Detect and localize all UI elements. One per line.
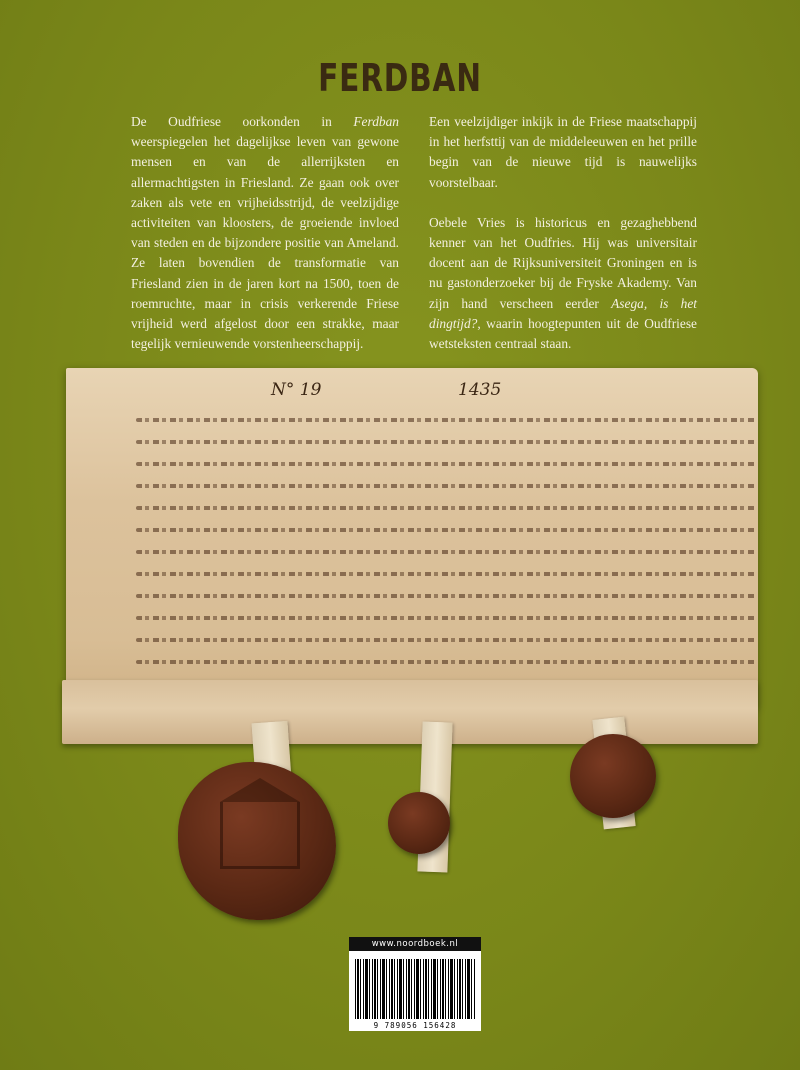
- seal-building-icon: [220, 802, 300, 869]
- wax-seal-right: [570, 734, 656, 818]
- description-left-column: [131, 112, 399, 374]
- book-title: FERDBAN: [318, 56, 482, 100]
- handwritten-text: [136, 408, 756, 694]
- charter-number: N° 19: [271, 380, 322, 400]
- book-title-italic: Ferdban: [353, 114, 399, 129]
- parchment-fold: [62, 680, 758, 744]
- parchment-sheet: [66, 368, 758, 708]
- charter-year: 1435: [458, 380, 502, 400]
- wax-seal-large: [178, 762, 336, 920]
- author-bio-paragraph: Oebele Vries is historicus en gezaghebbend kenner van het Oudfries. Hij was universitair docent aan de Rijksuniversiteit Groningen en is nu gastonderzoeker bij de Fryske Akademy. Van zijn hand verscheen eerder Asega, is het dingtijd?, waarin hoogtepunten uit de Oudfriese wetsteksten centraal staan.: [429, 214, 697, 352]
- barcode-bars: [355, 959, 475, 1019]
- charter-photo: [58, 362, 760, 922]
- wax-seal-small: [388, 792, 450, 854]
- previous-book-title: Asega, is het dingtijd?: [429, 295, 697, 331]
- description-paragraph: De Oudfriese oorkonden in Ferdban weerspiegelen het dagelijkse leven van gewone mensen en van de allerrijksten en allermachtigsten in Friesland. Ze gaan ook over zaken als vete en vrijheidsstrijd, de veelzijdige activiteiten van kloosters, de groeiende invloed van steden en de bijzondere positie van Ameland. Ze laten bovendien de transformatie van Friesland zien in de jaren kort na 1500, toen de roemruchte, maar in crisis verkerende Friese vrijheid werd afgelost door een strakke, maar tegelijk vernieuwende vorstenheerschappij.: [131, 114, 399, 352]
- barcode: [349, 937, 481, 1031]
- description-right-column: [429, 112, 697, 374]
- isbn-number: 9 789056 156428: [349, 1021, 481, 1030]
- description-paragraph: Een veelzijdiger inkijk in de Friese maatschappij in het herfsttij van de middeleeuwen en het prille begin van de nieuwe tijd is nauwelijks voorstelbaar.: [429, 114, 697, 190]
- publisher-url: www.noordboek.nl: [349, 937, 481, 951]
